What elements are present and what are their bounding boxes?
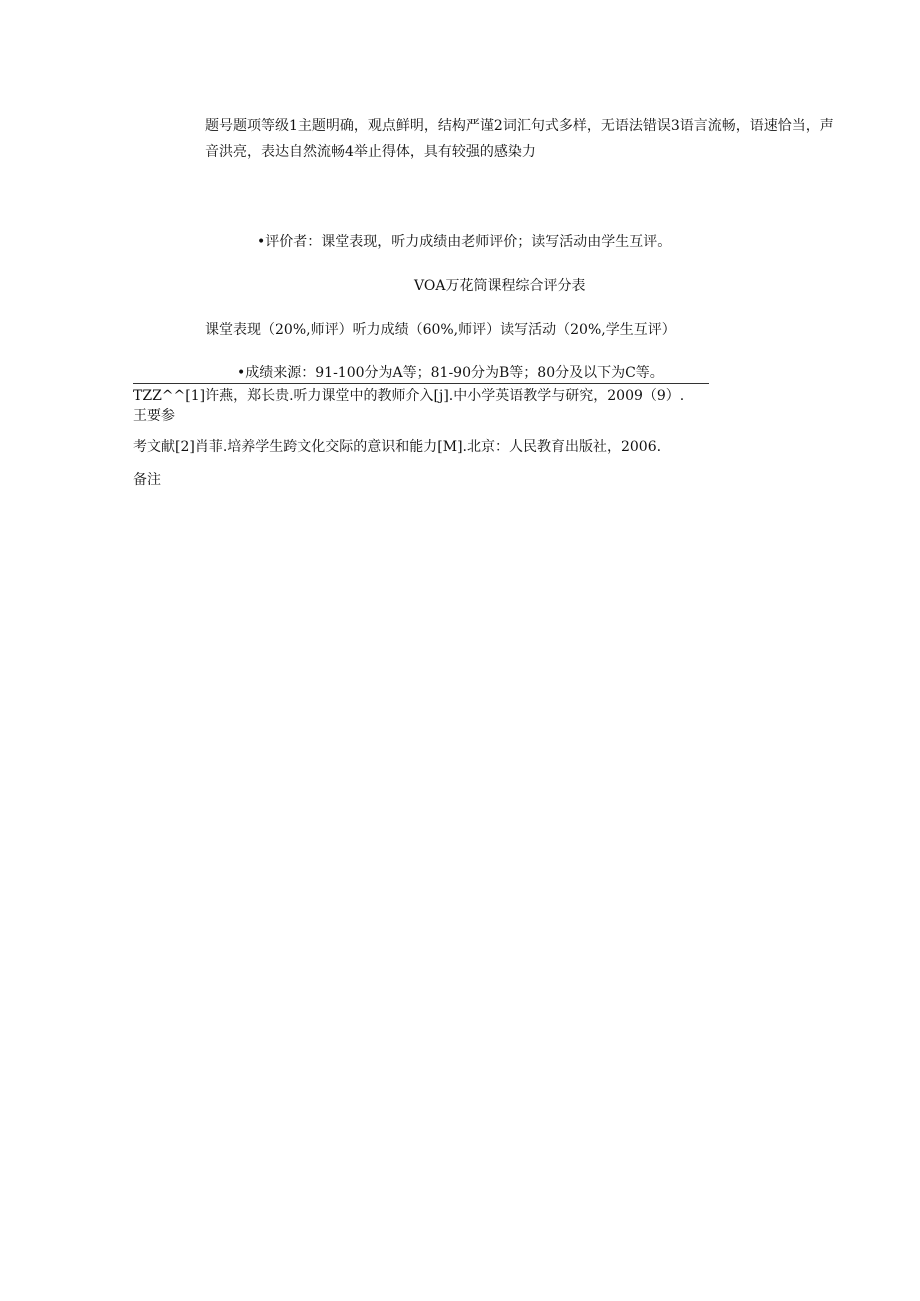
table-title: VOA万花筒课程综合评分表 [414,278,586,294]
score-weights-row: 课堂表现（20%,师评）听力成绩（60%,师评）读写活动（20%,学生互评） [205,322,676,338]
evaluation-criteria-text: 题号题项等级1主题明确，观点鲜明，结构严谨2词汇句式多样，无语法错误3语言流畅，语速恰当，声音洪亮，表达自然流畅4举止得体，具有较强的感染力 [205,118,834,160]
evaluator-note: •评价者：课堂表现，听力成绩由老师评价；读写活动由学生互评。 [257,234,672,250]
grade-source-note: •成绩来源：91-100分为A等；81-90分为B等；80分及以下为C等。 [133,363,709,384]
reference-1: TZZ^^[1]许燕，郑长贵.听力课堂中的教师介入[j].中小学英语教学与研究，2009（9）. [133,388,685,404]
references-label-part: 王要参 [133,408,175,424]
reference-2: 考文献[2]肖菲.培养学生跨文化交际的意识和能力[M].北京：人民教育出版社，2006. [133,439,662,455]
remarks-label: 备注 [133,472,161,488]
